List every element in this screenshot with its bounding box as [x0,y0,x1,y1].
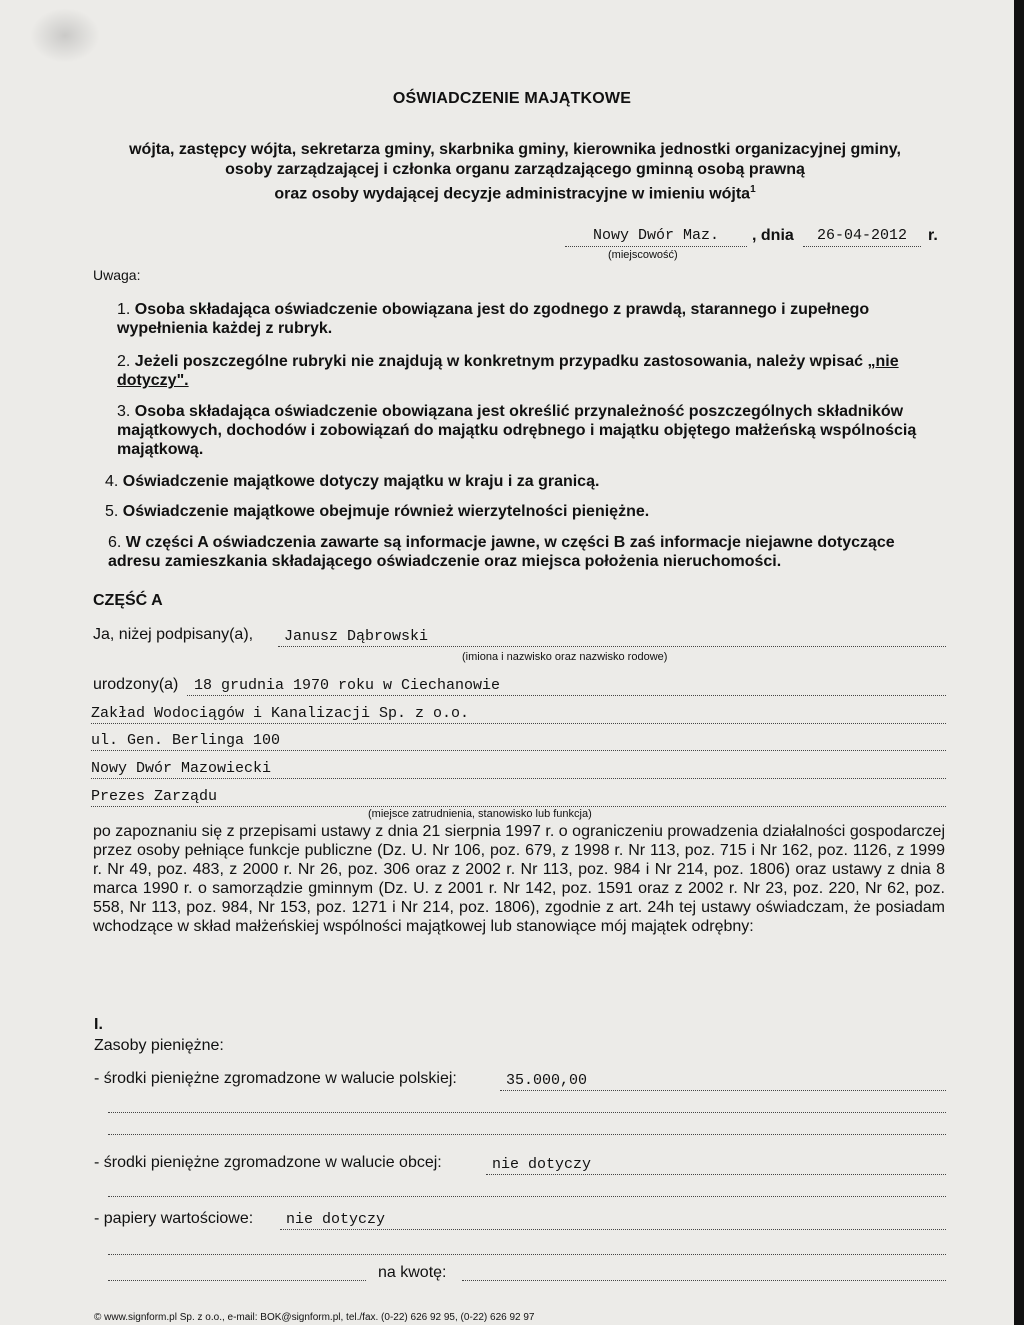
document-title: OŚWIADCZENIE MAJĄTKOWE [392,90,632,107]
point-6 [108,533,940,571]
legal-basis-paragraph: po zapoznaniu się z przepisami ustawy z dnia 21 sierpnia 1997 r. o ograniczeniu prowadzenia działalności gospodarczej przez osoby pełniące funkcje publiczne (Dz. U. Nr 106, poz. 679, z 1998 r. Nr 113, poz. 715 i Nr 162, poz. 1126, z 1999 r. Nr 49, poz. 483, z 2000 r. Nr 26, poz. 306 oraz z 2002 r. Nr 113, poz. 984 i Nr 214, poz. 1806) oraz ustawy z dnia 8 marca 1990 r. o samorządzie gminnym (Dz. U. z 2001 r. Nr 142, poz. 1591 oraz z 2002 r. Nr 23, poz. 220, Nr 62, poz. 558, Nr 113, poz. 984, Nr 153, poz. 1271 i Nr 214, poz. 1806), zgodnie z art. 24h tej ustawy oświadczam, że posiadam wchodzące w skład małżeńskiej wspólności majątkowej lub stanowiące mój majątek odrębny: [93,823,945,935]
foreign-line [486,1174,946,1175]
born-line [187,695,946,696]
amount-left-line [108,1280,366,1281]
street-value: ul. Gen. Berlinga 100 [91,732,281,749]
dnia-label: , dnia [752,227,794,244]
point-4 [105,472,945,491]
pln-extra-line-1 [108,1112,946,1113]
point-2-num: 2. [117,353,131,370]
pln-label: - środki pieniężne zgromadzone w walucie polskiej: [94,1070,457,1087]
foreign-extra-line [108,1196,946,1197]
pln-value: 35.000,00 [506,1072,588,1089]
place-field [565,226,747,247]
document-subtitle [80,140,950,204]
subtitle-line-3-text: oraz osoby wydającej decyzje administracyjne w imieniu wójta [274,185,751,203]
born-value: 18 grudnia 1970 roku w Ciechanowie [194,677,501,694]
pln-extra-line-2 [108,1134,946,1135]
date-field [803,226,921,247]
point-2-text: Jeżeli poszczególne rubryki nie znajdują w konkretnym przypadku zastosowania, należy wpisać [134,353,864,370]
city-line [91,778,946,779]
footnote-mark: 1 [750,184,756,195]
point-5-text: Oświadczenie majątkowe obejmuje również wierzytelności pieniężne. [122,503,650,520]
point-1 [117,300,907,338]
point-4-text: Oświadczenie majątkowe dotyczy majątku w kraju i za granicą. [122,473,600,490]
scan-edge-shadow [1014,0,1024,1325]
point-3-text: Osoba składająca oświadczenie obowiązana jest określić przynależność poszczególnych składników majątkowych, dochodów i zobowiązań do majątku odrębnego i majątku objętego małżeńską wspólnością majątkową. [117,403,917,458]
point-2-quote: „nie dotyczy". [117,353,899,389]
securities-line [280,1229,946,1230]
point-1-num: 1. [117,301,131,318]
employment-caption: (miejsce zatrudnienia, stanowisko lub funkcja) [368,808,592,820]
point-4-num: 4. [105,473,119,490]
subtitle-line-2: osoby zarządzającej i członka organu zarządzającego gminną osobą prawną [225,161,805,178]
amount-line [462,1280,946,1281]
section-1-roman: I. [94,1016,103,1033]
point-3-num: 3. [117,403,131,420]
pln-line [500,1090,946,1091]
point-5 [105,502,945,521]
part-a-heading: CZĘŚĆ A [93,592,163,609]
point-5-num: 5. [105,503,119,520]
footer-copyright: © www.signform.pl Sp. z o.o., e-mail: BOK@signform.pl, tel./fax. (0-22) 626 92 95, (0-22) 626 92 97 [94,1312,535,1323]
subtitle-line-3 [80,180,950,204]
employer-value: Zakład Wodociągów i Kanalizacji Sp. z o.o. [91,705,470,722]
subtitle-line-1: wójta, zastępcy wójta, sekretarza gminy, skarbnika gminy, kierownika jednostki organizacyjnej gminy, [129,141,901,158]
signed-label: Ja, niżej podpisany(a), [93,626,254,643]
r-label: r. [928,227,938,244]
foreign-value: nie dotyczy [492,1156,592,1173]
point-1-text: Osoba składająca oświadczenie obowiązana jest do zgodnego z prawdą, starannego i zupełnego wypełnienia każdej z rubryk. [117,301,870,337]
date-value: 26-04-2012 [816,227,907,244]
place-caption: (miejscowość) [608,249,678,261]
section-1-heading: Zasoby pieniężne: [94,1037,224,1054]
point-6-text: W części A oświadczenia zawarte są informacje jawne, w części B zaś informacje niejawne dotyczące adresu zamieszkania składającego oświadczenie oraz miejsca położenia nieruchomości. [108,534,895,570]
securities-extra-line [108,1254,946,1255]
born-label: urodzony(a) [93,676,179,693]
foreign-label: - środki pieniężne zgromadzone w walucie obcej: [94,1154,442,1171]
place-value: Nowy Dwór Maz. [592,227,720,244]
position-line [91,806,946,807]
name-line [278,646,946,647]
name-value: Janusz Dąbrowski [284,628,429,645]
point-2 [117,352,927,390]
city-value: Nowy Dwór Mazowiecki [91,760,272,777]
securities-label: - papiery wartościowe: [94,1210,254,1227]
name-caption: (imiona i nazwisko oraz nazwisko rodowe) [462,651,668,663]
point-3 [117,402,947,459]
street-line [91,750,946,751]
uwaga-label: Uwaga: [93,267,141,283]
scan-smudge [30,8,100,63]
employer-line [91,723,946,724]
securities-value: nie dotyczy [286,1211,386,1228]
position-value: Prezes Zarządu [91,788,218,805]
amount-label: na kwotę: [378,1264,447,1281]
point-6-num: 6. [108,534,122,551]
